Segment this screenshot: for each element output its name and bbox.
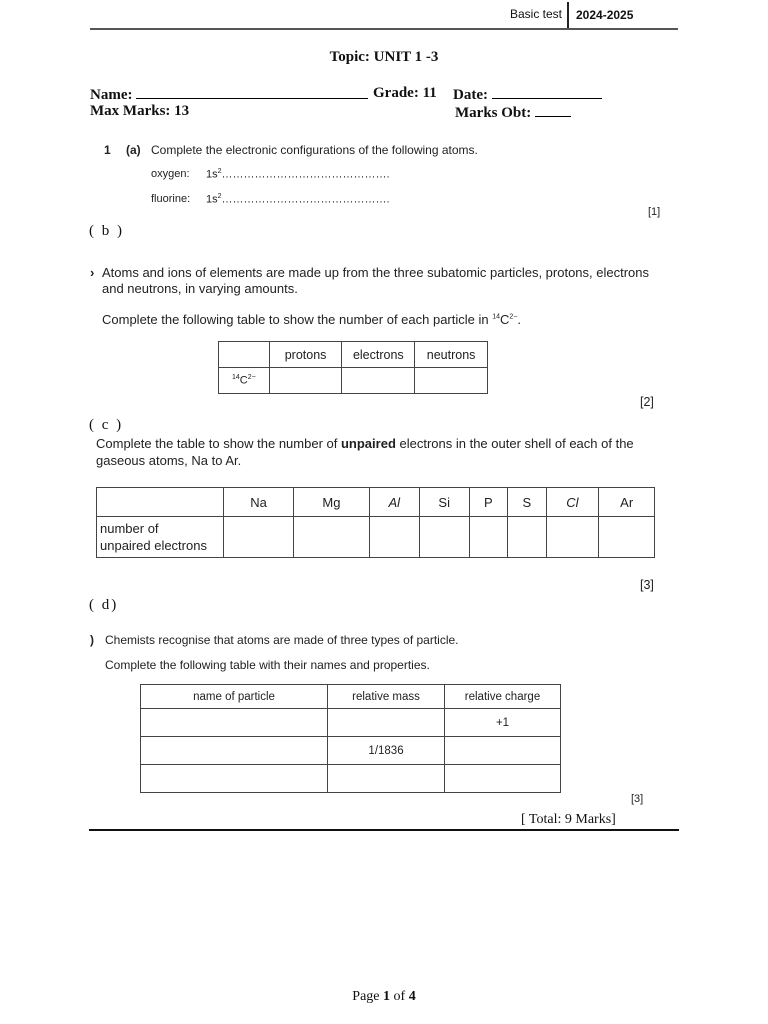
oxygen-answer-line[interactable] <box>206 168 390 181</box>
part-c-text-bold: unpaired <box>340 436 396 451</box>
element-na: Na <box>224 488 294 517</box>
page-footer <box>0 989 768 1005</box>
total-marks: [ Total: 9 Marks] <box>521 812 616 827</box>
footer-prefix: Page <box>352 989 384 1004</box>
header-protons: protons <box>269 342 342 368</box>
ion-charge: 2− <box>509 313 518 321</box>
answer-protons[interactable] <box>269 368 342 394</box>
header-label: Basic test <box>510 7 563 21</box>
row-label-unpaired <box>97 517 224 558</box>
ion-row-charge: 2− <box>247 374 256 382</box>
footer-page: 1 <box>383 989 391 1004</box>
fluorine-sup: 2 <box>217 193 222 200</box>
answer-ar[interactable] <box>599 517 655 558</box>
cell-mass[interactable] <box>328 765 445 793</box>
answer-s[interactable] <box>508 517 546 558</box>
name-blank[interactable] <box>136 85 368 99</box>
ion-row-mass: 14 <box>232 374 240 382</box>
cell-mass: 1/1836 <box>328 737 445 765</box>
fluorine-dots: ………………………………………. <box>221 193 390 206</box>
answer-neutrons[interactable] <box>415 368 488 394</box>
part-c-label: ( c ) <box>89 417 124 433</box>
answer-mg[interactable] <box>294 517 370 558</box>
part-d-text-1: Chemists recognise that atoms are made of three types of particle. <box>105 633 459 647</box>
part-d-marker: ) <box>90 633 94 647</box>
part-a-mark: [1] <box>648 206 661 218</box>
marks-obt-label: Marks Obt: <box>455 105 532 121</box>
max-marks: Max Marks: 13 <box>90 103 190 119</box>
answer-cl[interactable] <box>546 517 599 558</box>
cell-charge[interactable] <box>445 737 561 765</box>
cell-name[interactable] <box>141 765 328 793</box>
table-corner-cell <box>97 488 224 517</box>
part-c-text-pre: Complete the table to show the number of <box>96 436 341 451</box>
answer-al[interactable] <box>369 517 419 558</box>
row-ion-label <box>219 368 270 394</box>
part-c-text-1 <box>96 436 634 451</box>
cell-mass[interactable] <box>328 709 445 737</box>
part-a-label: (a) <box>126 143 141 157</box>
header-separator <box>567 2 569 30</box>
cell-charge: +1 <box>445 709 561 737</box>
cell-name[interactable] <box>141 709 328 737</box>
part-c-text-post: electrons in the outer shell of each of the <box>395 436 634 451</box>
element-mg: Mg <box>294 488 370 517</box>
fluorine-answer-line[interactable] <box>206 193 390 206</box>
oxygen-prefix: 1s <box>206 168 218 181</box>
header-electrons: electrons <box>342 342 415 368</box>
ion-mass-number: 14 <box>492 313 501 321</box>
bottom-rule <box>89 829 679 831</box>
part-b-text-2: and neutrons, in varying amounts. <box>102 281 298 296</box>
element-al: Al <box>369 488 419 517</box>
date-blank[interactable] <box>492 85 602 99</box>
grade-label: Grade: 11 <box>373 85 437 101</box>
header-rule <box>90 28 678 30</box>
footer-middle: of <box>390 989 409 1004</box>
part-a-text: Complete the electronic configurations of the following atoms. <box>151 143 478 157</box>
particle-properties-table <box>140 684 561 793</box>
answer-si[interactable] <box>419 517 469 558</box>
cell-name[interactable] <box>141 737 328 765</box>
element-cl: Cl <box>546 488 599 517</box>
topic-title: Topic: UNIT 1 -3 <box>329 49 439 65</box>
part-b-text-1: Atoms and ions of elements are made up from the three subatomic particles, protons, electrons <box>102 265 649 280</box>
header-neutrons: neutrons <box>415 342 488 368</box>
part-b-mark: [2] <box>640 395 654 409</box>
oxygen-dots: ………………………………………. <box>221 168 390 181</box>
part-c-text-2: gaseous atoms, Na to Ar. <box>96 453 242 468</box>
header-relative-mass: relative mass <box>328 685 445 709</box>
part-d-mark: [3] <box>631 793 644 805</box>
part-c-mark: [3] <box>640 578 654 592</box>
part-d-label: ( d) <box>89 597 119 613</box>
cell-charge[interactable] <box>445 765 561 793</box>
element-s: S <box>508 488 546 517</box>
part-b-instruction-text: Complete the following table to show the number of each particle in <box>102 312 493 327</box>
row-label-line-1: number of <box>100 521 159 536</box>
date-label: Date: <box>453 87 488 103</box>
fluorine-prefix: 1s <box>206 193 218 206</box>
oxygen-sup: 2 <box>217 168 222 175</box>
ion-row-symbol: C <box>239 374 248 387</box>
marks-obt-blank[interactable] <box>535 103 571 117</box>
oxygen-label: oxygen: <box>151 168 190 180</box>
row-label-line-2: unpaired electrons <box>100 538 207 553</box>
element-si: Si <box>419 488 469 517</box>
date-line <box>453 85 602 104</box>
marks-obt-line <box>455 103 571 122</box>
element-ar: Ar <box>599 488 655 517</box>
table-corner-cell <box>219 342 270 368</box>
element-p: P <box>469 488 507 517</box>
part-b-marker: › <box>90 265 95 280</box>
name-label: Name: <box>90 87 133 103</box>
answer-na[interactable] <box>224 517 294 558</box>
particle-count-table <box>218 341 488 394</box>
name-line <box>90 85 368 104</box>
footer-pages: 4 <box>408 989 416 1004</box>
ion-symbol: C <box>500 312 510 327</box>
unpaired-electrons-table <box>96 487 655 558</box>
question-number: 1 <box>104 143 111 157</box>
answer-electrons[interactable] <box>342 368 415 394</box>
fluorine-label: fluorine: <box>151 193 191 205</box>
part-b-instruction: Complete the following table to show the number of each particle in $^{14}C^{2-}$. <box>102 312 522 327</box>
header-name-of-particle: name of particle <box>141 685 328 709</box>
part-b-label: ( b ) <box>89 223 124 239</box>
header-relative-charge: relative charge <box>445 685 561 709</box>
answer-p[interactable] <box>469 517 507 558</box>
header-year: 2024-2025 <box>576 8 634 22</box>
part-d-text-2: Complete the following table with their names and properties. <box>105 658 430 672</box>
